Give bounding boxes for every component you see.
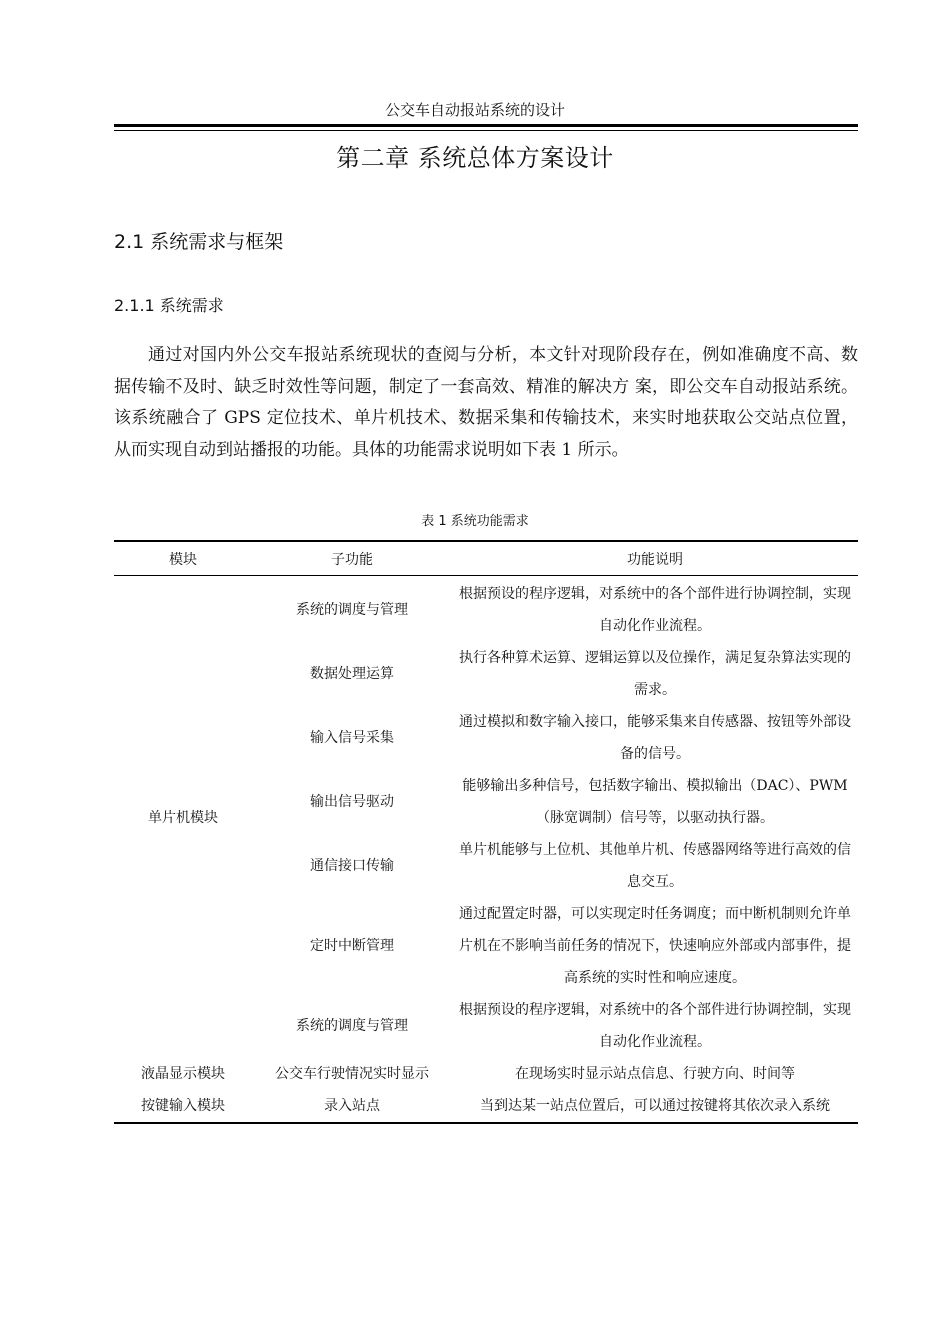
body-paragraph: 通过对国内外公交车报站系统现状的查阅与分析，本文针对现阶段存在，例如准确度不高、数据传输不及时、缺乏时效性等问题，制定了一套高效、精准的解决方 案，即公交车自动报站系统。该系统融合了 GPS 定位技术、单片机技术、数据采集和传输技术，来实时地获取公交站点位置，从而实现自动到站播报的功能。具体的功能需求说明如下表 1 所示。 — [114, 345, 858, 460]
module-cell: 单片机模块 — [148, 810, 218, 826]
description-cell: 根据预设的程序逻辑，对系统中的各个部件进行协调控制，实现自动化作业流程。 — [459, 586, 851, 634]
section-heading: 2.1 系统需求与框架 — [114, 231, 284, 253]
subfunction-cell: 输出信号驱动 — [310, 794, 394, 810]
description-cell: 单片机能够与上位机、其他单片机、传感器网络等进行高效的信息交互。 — [459, 842, 851, 890]
description-cell: 能够输出多种信号，包括数字输出、模拟输出（DAC）、PWM（脉宽调制）信号等，以驱动执行器。 — [462, 778, 848, 826]
subfunction-cell: 系统的调度与管理 — [296, 1018, 408, 1034]
table-row — [114, 1058, 858, 1090]
subfunction-cell: 公交车行驶情况实时显示 — [275, 1066, 429, 1082]
table-caption: 表 1 系统功能需求 — [421, 514, 529, 529]
header-module: 模块 — [114, 541, 252, 576]
table-row — [114, 1090, 858, 1123]
table-header-row — [114, 541, 858, 576]
subfunction-cell: 录入站点 — [252, 1090, 452, 1123]
subfunction-cell: 数据处理运算 — [310, 666, 394, 682]
description-cell: 通过配置定时器，可以实现定时任务调度；而中断机制则允许单片机在不影响当前任务的情况下，快速响应外部或内部事件，提高系统的实时性和响应速度。 — [459, 906, 851, 986]
subsection-heading: 2.1.1 系统需求 — [114, 296, 224, 315]
description-cell: 根据预设的程序逻辑，对系统中的各个部件进行协调控制，实现自动化作业流程。 — [459, 1002, 851, 1050]
table-row — [114, 576, 858, 643]
module-cell: 按键输入模块 — [114, 1090, 252, 1123]
header-description: 功能说明 — [452, 541, 858, 576]
description-cell: 在现场实时显示站点信息、行驶方向、时间等 — [515, 1066, 795, 1082]
description-cell: 当到达某一站点位置后，可以通过按键将其依次录入系统 — [452, 1090, 858, 1123]
subfunction-cell: 通信接口传输 — [310, 858, 394, 874]
header-rule-thin — [114, 130, 858, 131]
subfunction-cell: 系统的调度与管理 — [296, 602, 408, 618]
chapter-title: 第二章 系统总体方案设计 — [336, 144, 614, 172]
description-cell: 执行各种算术运算、逻辑运算以及位操作，满足复杂算法实现的需求。 — [459, 650, 851, 698]
subfunction-cell: 输入信号采集 — [310, 730, 394, 746]
description-cell: 通过模拟和数字输入接口，能够采集来自传感器、按钮等外部设备的信号。 — [459, 714, 851, 762]
requirements-table — [114, 540, 858, 1124]
running-header: 公交车自动报站系统的设计 — [384, 101, 565, 119]
subfunction-cell: 定时中断管理 — [310, 938, 394, 954]
header-subfunction: 子功能 — [252, 541, 452, 576]
header-rule-thick — [114, 124, 858, 127]
module-cell: 液晶显示模块 — [141, 1066, 225, 1082]
